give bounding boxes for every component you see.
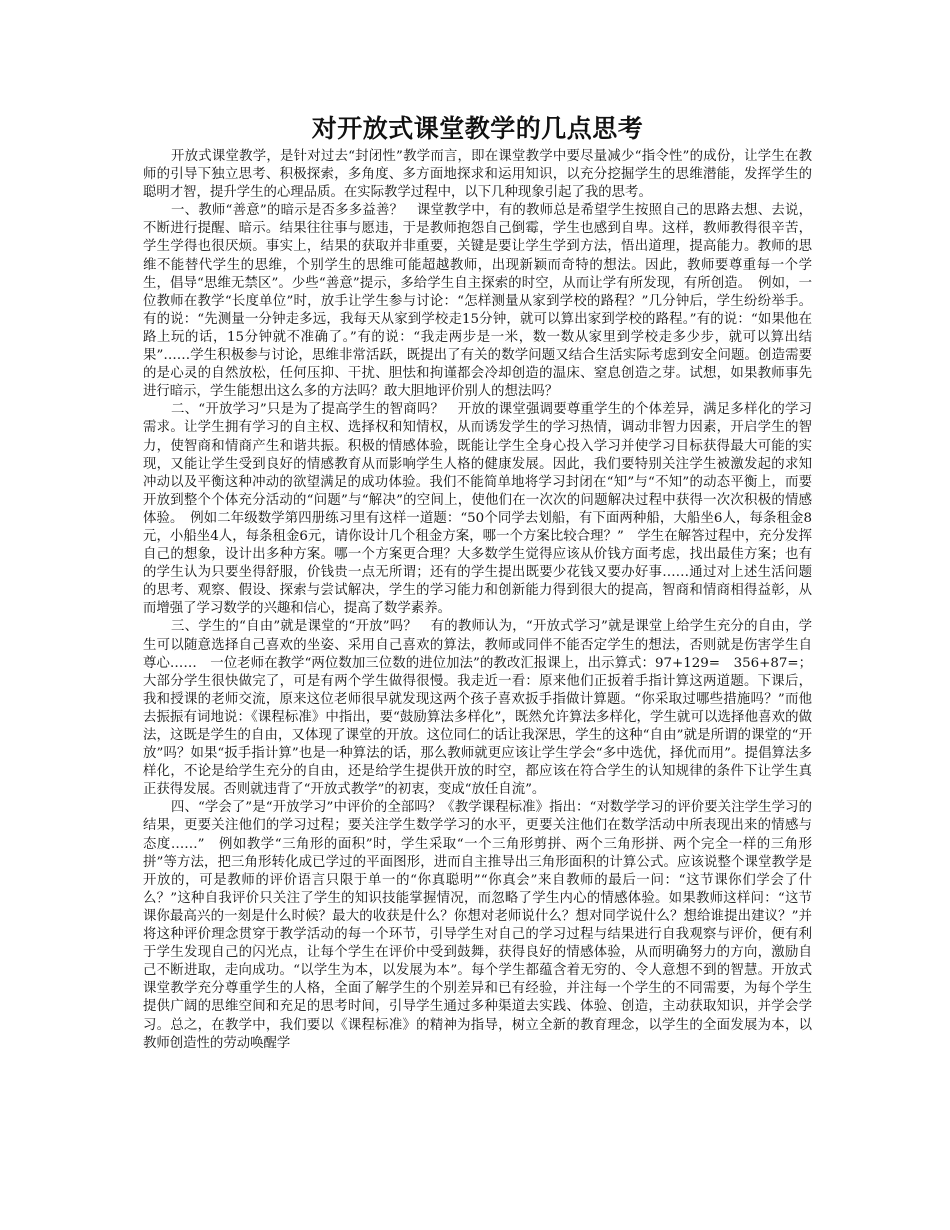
section-four-paragraph: 四、“学会了”是“开放学习”中评价的全部吗？《教学课程标准》指出：“对数学学习的评价要关注学生学习的结果，更要关注他们的学习过程；要关注学生数学学习的水平，更要关注他们在数学活动中所表现出来的情感与态度……” 例如教学“三角形的面积”时，学生采取“一个三角形剪拼、两个三角形拼、两个完全一样的三角形拼”等方法，把三角形转化成已学过的平面图形，进而自主推导出三角形面积的计算公式。应该说整个课堂教学是开放的，可是教师的评价语言只限于单一的“你真聪明”“你真会”来自教师的最后一问：“这节课你们学会了什么？”这种自我评价只关注了学生的知识技能掌握情况，而忽略了学生内心的情感体验。如果教师这样问：“这节课你最高兴的一刻是什么时候？最大的收获是什么？你想对老师说什么？想对同学说什么？想给谁提出建议？”并将这种评价理念贯穿于教学活动的每一个环节，引导学生对自己的学习过程与结果进行自我观察与评价，便有利于学生发现自己的闪光点，让每个学生在评价中受到鼓舞，获得良好的情感体验，从而明确努力的方向，激励自己不断进取，走向成功。“以学生为本，以发展为本”。每个学生都蕴含着无穷的、令人意想不到的智慧。开放式课堂教学充分尊重学生的人格，全面了解学生的个别差异和已有经验，并注每一个学生的不同需要，为每个学生提供广阔的思维空间和充足的思考时间，引导学生通过多种渠道去实践、体验、创造，主动获取知识，并学会学习。总之，在教学中，我们要以《课程标准》的精神为指导，树立全新的教育理念，以学生的全面发展为本，以教师创造性的劳动唤醒学 <box>143 800 812 1051</box>
section-one-paragraph: 一、教师“善意”的暗示是否多多益善？ 课堂教学中，有的教师总是希望学生按照自己的思路去想、去说，不断进行提醒、暗示。结果往往事与愿违，于是教师抱怨自己倒霉，学生也感到自卑。这样，教师教得很辛苦，学生学得也很厌烦。事实上，结果的获取并非重要，关键是要让学生学到方法，悟出道理，提高能力。教师的思维不能替代学生的思维，个别学生的思维可能超越教师，出现新颖而奇特的想法。因此，教师要尊重每一个学生，倡导“思维无禁区”。少些“善意”提示，多给学生自主探索的时空，从而让学有所发现，有所创造。 例如，一位教师在教学“长度单位”时，放手让学生参与讨论：“怎样测量从家到学校的路程？”几分钟后，学生纷纷举手。有的说：“先测量一分钟走多远，我每天从家到学校走15分钟，就可以算出家到学校的路程。”有的说：“如果他在路上玩的话，15分钟就不准确了。”有的说：“我走两步是一米，数一数从家里到学校走多少步，就可以算出结果”……学生积极参与讨论，思维非常活跃，既提出了有关的数学问题又结合生活实际考虑到安全问题。创造需要的是心灵的自然放松，任何压抑、干扰、胆怯和拘谨都会冷却创造的温床、窒息创造之芽。试想，如果教师事先进行暗示，学生能想出这么多的方法吗？敢大胆地评价别人的想法吗？ <box>143 203 812 400</box>
section-two-paragraph: 二、“开放学习”只是为了提高学生的智商吗？ 开放的课堂强调要尊重学生的个体差异，满足多样化的学习需求。让学生拥有学习的自主权、选择权和知情权，从而诱发学生的学习热情，调动非智力因素，开启学生的智力，使智商和情商产生和谐共振。积极的情感体验，既能让学生全身心投入学习并使学习目标获得最大可能的实现，又能让学生受到良好的情感教育从而影响学生人格的健康发展。因此，我们要特别关注学生被激发起的求知冲动以及平衡这种冲动的欲望满足的成功体验。我们不能简单地将学习封闭在“知”与“不知”的动态平衡上，而要开放到整个个体充分活动的“问题”与“解决”的空间上，使他们在一次次的问题解决过程中获得一次次积极的情感体验。 例如二年级数学第四册练习里有这样一道题：“50个同学去划船，有下面两种船，大船坐6人，每条租金8元，小船坐4人，每条租金6元，请你设计几个租金方案，哪一个方案比较合理？” 学生在解答过程中，充分发挥自己的想象，设计出多种方案。哪一个方案更合理？大多数学生觉得应该从价钱方面考虑，找出最佳方案；也有的学生认为只要坐得舒服，价钱贵一点无所谓；还有的学生提出既要少花钱又要办好事……通过对上述生活问题的思考、观察、假设、探索与尝试解决，学生的学习能力和创新能力得到很大的提高，智商和情商相得益彰，从而增强了学习数学的兴趣和信心，提高了数学素养。 <box>143 402 812 617</box>
section-three-paragraph: 三、学生的“自由”就是课堂的“开放”吗？ 有的教师认为，“开放式学习”就是课堂上给学生充分的自由，学生可以随意选择自己喜欢的坐姿、采用自己喜欢的算法，教师或同伴不能否定学生的想法，否则就是伤害学生自尊心…… 一位老师在教学“两位数加三位数的进位加法”的教改汇报课上，出示算式：97+129= 356+87=；大部分学生很快做完了，可是有两个学生做得很慢。我走近一看：原来他们正扳着手指计算这两道题。下课后，我和授课的老师交流，原来这位老师很早就发现这两个孩子喜欢扳手指做计算题。“你采取过哪些措施吗？”而他去振振有词地说：《课程标准》中指出，要“鼓励算法多样化”，既然允许算法多样化，学生就可以选择他喜欢的做法，这既是学生的自由，又体现了课堂的开放。这位同仁的话让我深思，学生的这种“自由”就是所谓的课堂的“开放”吗？如果“扳手指计算”也是一种算法的话，那么教师就更应该让学生学会“多中选优，择优而用”。提倡算法多样化，不论是给学生充分的自由，还是给学生提供开放的时空，都应该在符合学生的认知规律的条件下让学生真正获得发展。否则就违背了“开放式教学”的初衷，变成“放任自流”。 <box>143 619 812 798</box>
document-title: 对开放式课堂教学的几点思考 <box>311 114 644 143</box>
document-page <box>143 112 812 1053</box>
intro-paragraph: 开放式课堂教学，是针对过去“封闭性”教学而言，即在课堂教学中要尽量减少“指令性”的成份，让学生在教师的引导下独立思考、积极探索，多角度、多方面地探求和运用知识，以充分挖掘学生的思维潜能，发挥学生的聪明才智，提升学生的心理品质。在实际教学过程中，以下几种现象引起了我的思考。 <box>143 149 812 201</box>
